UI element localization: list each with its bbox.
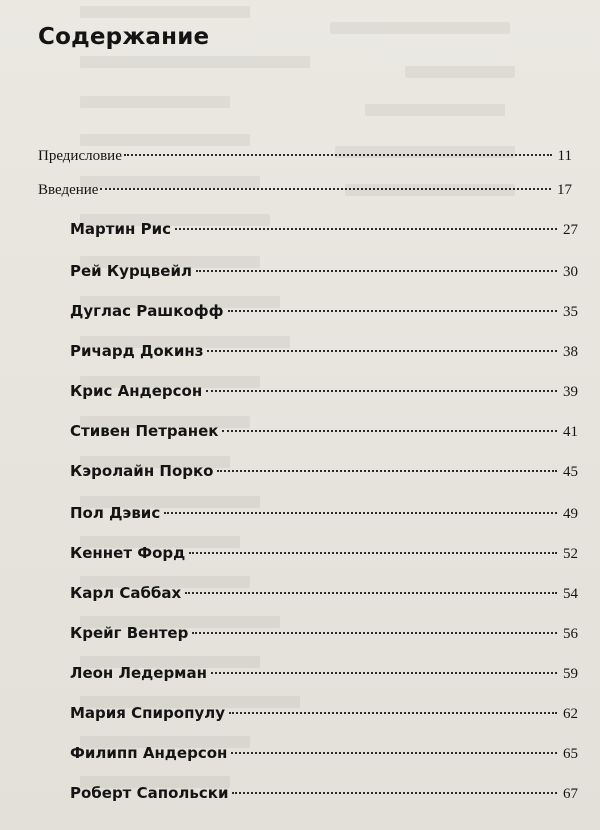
toc-entry-title: Роберт Сапольски [70,784,229,802]
toc-entry-title: Предисловие [38,148,122,164]
toc-entry-page: 62 [563,706,578,722]
toc-entry-page: 39 [563,384,578,400]
toc-entry-page: 54 [563,586,578,602]
toc-entry-page: 45 [563,464,578,480]
toc-entry [70,624,578,643]
toc-entry [70,342,578,361]
toc-entry-title: Рей Курцвейл [70,262,192,280]
toc-entry [70,664,578,683]
dot-leader [217,470,557,472]
toc-entry [70,704,578,723]
toc-entry-title: Дуглас Рашкофф [70,302,224,320]
toc-entry [70,462,578,481]
toc-entry-title: Крис Андерсон [70,382,203,400]
toc-entry-title: Крейг Вентер [70,624,189,642]
toc-entry-page: 35 [563,304,578,320]
toc-entry-page: 41 [563,424,578,440]
toc-entry [70,744,578,763]
toc-entry-title: Мартин Рис [70,220,171,238]
toc-entry-title: Пол Дэвис [70,504,161,522]
dot-leader [232,792,557,794]
dot-leader [185,592,557,594]
toc-entry [70,382,578,401]
toc-entry-title: Леон Ледерман [70,664,207,682]
page-title: Содержание [38,24,210,50]
toc-entry [38,148,572,165]
dot-leader [196,270,557,272]
toc-entry [70,302,578,321]
toc-entry-title: Филипп Андерсон [70,744,228,762]
toc-entry-title: Введение [38,182,99,198]
toc-entry-page: 27 [563,222,578,238]
toc-entry-page: 67 [563,786,578,802]
toc-entry-page: 49 [563,506,578,522]
toc-entry-page: 17 [557,182,572,198]
dot-leader [192,632,557,634]
toc-entry-page: 52 [563,546,578,562]
toc-entry [70,504,578,523]
toc-entry-title: Карл Саббах [70,584,182,602]
dot-leader [222,430,557,432]
toc-entry [70,220,578,239]
toc-entry [38,182,572,199]
dot-leader [211,672,557,674]
toc-entry-page: 59 [563,666,578,682]
dot-leader [207,350,557,352]
toc-entry-title: Мария Спиропулу [70,704,225,722]
dot-leader [100,188,551,190]
toc-entry-page: 38 [563,344,578,360]
toc-entry [70,784,578,803]
dot-leader [189,552,557,554]
toc-entry [70,544,578,563]
dot-leader [124,154,552,156]
dot-leader [206,390,557,392]
dot-leader [164,512,557,514]
dot-leader [231,752,557,754]
dot-leader [175,228,557,230]
toc-entry-page: 30 [563,264,578,280]
toc-entry-page: 11 [557,148,572,164]
toc-entry [70,422,578,441]
toc-entry-title: Кеннет Форд [70,544,186,562]
toc-entry [70,262,578,281]
toc-entry-title: Ричард Докинз [70,342,204,360]
toc-entry-page: 65 [563,746,578,762]
toc-entry-title: Стивен Петранек [70,422,219,440]
dot-leader [228,310,558,312]
toc-entry-page: 56 [563,626,578,642]
toc-entry [70,584,578,603]
dot-leader [229,712,557,714]
toc-entry-title: Кэролайн Порко [70,462,214,480]
